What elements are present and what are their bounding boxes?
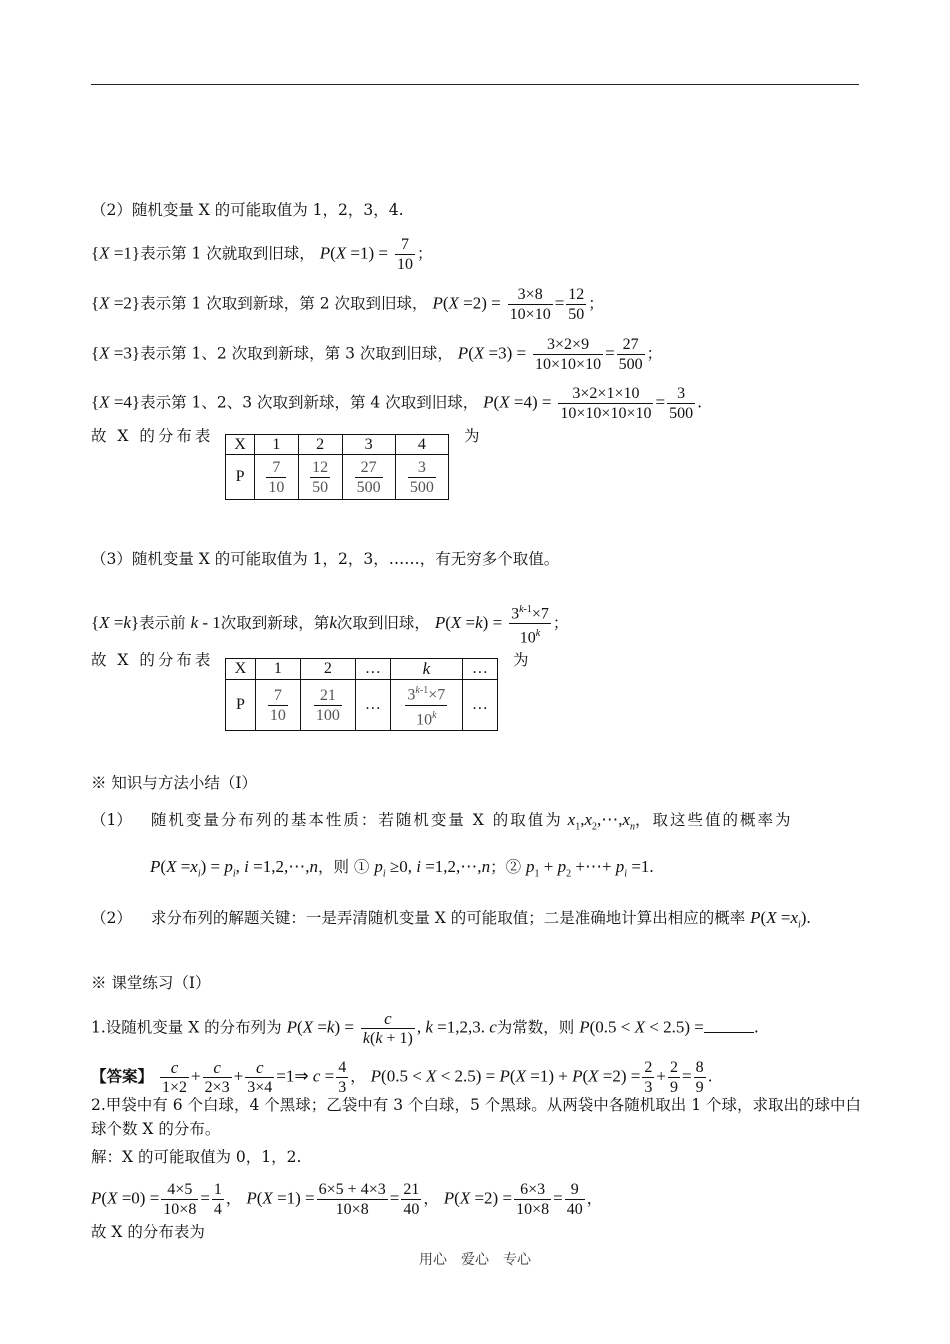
part2-table-outro: 为 [464,427,480,445]
table-row: P $\frac{7}{10}$ $\frac{12}{50}$ $\frac{27}{500}$ $\frac{3}{500}$ [226,455,449,500]
part2-x4-line: {X =4}表示第 1、2、3 次取到新球，第 4 次取到旧球， P(X =4) = $\frac{3\times 2\times 1\times 10}{10\times 10\times 10\times 10}$ = $\frac{3}{500}$ . [91,385,702,422]
part2-intro: （2）随机变量 X 的可能取值为 1，2，3，4. [91,201,404,219]
part2-x2-line: {X =2}表示第 1 次取到新球，第 2 次取到旧球， P(X =2) = $\frac{3\times 8}{10\times 10}$ = $\frac{12}{50}$ ； [91,286,604,323]
solution-final: 故 X 的分布表为 [91,1223,205,1241]
table-row: X 1 2 … k … [226,659,498,680]
practice-question-2-line2: 球个数 X 的分布。 [91,1120,221,1138]
part3-intro: （3）随机变量 X 的可能取值为 1，2，3，……，有无穷多个取值。 [91,550,560,568]
solution-intro: 解：X 的可能取值为 0，1，2. [91,1148,302,1166]
distribution-table-2 [225,658,498,731]
part2-x1-line: {X =1}表示第 1 次就取到旧球， P(X =1) = $\frac{7}{10}$ ； [91,236,433,273]
header-rule [91,84,859,85]
part3-xk-line: {X =k}表示前 k - 1次取到新球，第k次取到旧球， P(X =k) = $\frac{3^{k-1}\times 7}{10^k}$ ； [91,600,568,648]
solution-probabilities: P(X =0) = $\frac{4\times 5}{10\times 8}$ = $\frac{1}{4}$ ， P(X =1) = $\frac{6\times 5 + 4\times 3}{10\times 8}$ = $\frac{21}{40}$ ， P(X =2) = $\frac{6\times 3}{10\times 8}$ = $\frac{9}{40}$ ， [91,1181,603,1218]
page-footer: 用心 爱心 专心 [419,1252,531,1268]
practice-heading: ※ 课堂练习（Ⅰ） [91,974,211,992]
table-row: X 1 2 3 4 [226,435,449,455]
table-row: P $\frac{7}{10}$ $\frac{21}{100}$ … $\frac{3^{k-1}\times 7}{10^k}$ … [226,680,498,731]
summary-item-1-formula: $P(X =x_i) = p_i$, i =1,2,⋯,n，则 ① $p_i \ge 0$, i =1,2,⋯,n；② $p_1 + p_2$ +⋯+ $p_i =1$. [150,857,654,880]
distribution-table-1 [225,434,449,500]
summary-item-2: （2） 求分布列的解题关键：一是弄清随机变量 X 的可能取值；二是准确地计算出相应的概率 $P(X =x_i)$. [91,908,811,931]
summary-heading: ※ 知识与方法小结（Ⅰ） [91,774,258,792]
part3-table-intro: 故 X 的分布表 [91,651,214,669]
answer-blank [704,1018,754,1033]
part3-table-outro: 为 [513,651,529,669]
practice-question-2-line1: 2.甲袋中有 6 个白球，4 个黑球；乙袋中有 3 个白球，5 个黑球。从两袋中各随机取出 1 个球，求取出的球中白 [91,1096,862,1114]
summary-item-1: （1） 随机变量分布列的基本性质：若随机变量 X 的取值为 $x_1,x_2,\cdots,x_n$，取这些值的概率为 [91,810,793,833]
part2-table-intro: 故 X 的分布表 [91,427,214,445]
practice-question-1: 1.设随机变量 X 的分布列为 P(X =k) = $\frac{c}{k(k + 1)}$ , k =1,2,3. c为常数，则 P(0.5 < X < 2.5) = . [91,1009,759,1047]
part2-x3-line: {X =3}表示第 1、2 次取到新球，第 3 次取到旧球， P(X =3) = $\frac{3\times 2\times 9}{10\times 10\times 10}$ = $\frac{27}{500}$ ； [91,336,663,373]
practice-answer-1: 【答案】 $\frac{c}{1\times 2}$ + $\frac{c}{2\times 3}$ + $\frac{c}{3\times 4}$ =1⇒ c = $\frac{4}{3}$ ， P(0.5 < X < 2.5) = P(X =1) + P(X =2) = $\frac{2}{3}$ + $\frac{2}{9}$ = $\frac{8}{9}$ . [91,1058,713,1096]
